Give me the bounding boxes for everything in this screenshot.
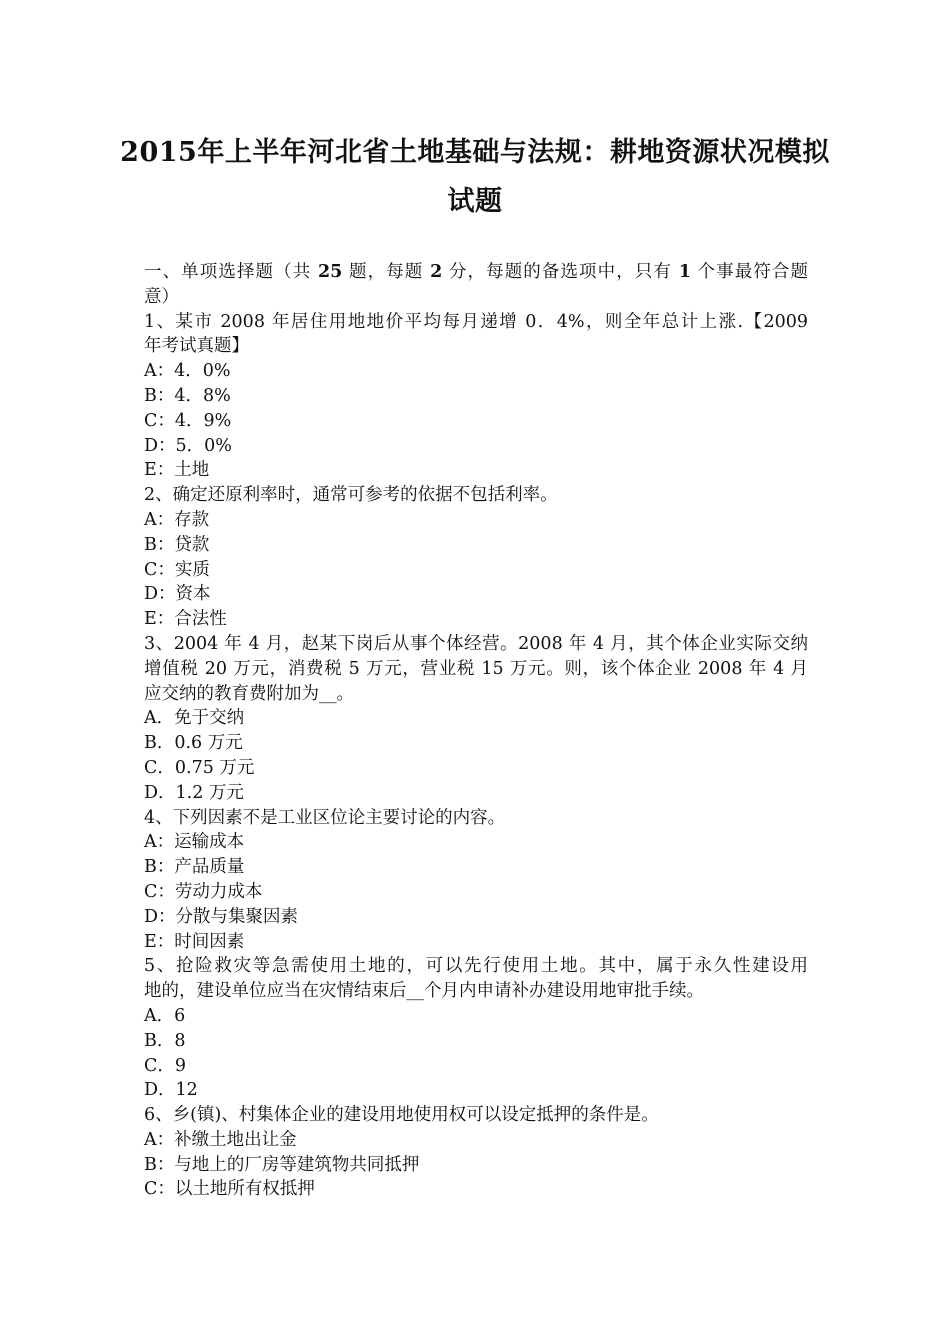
answer-option: C：以土地所有权抵押 [144,1179,315,1200]
answer-option: C．0.75 万元 [144,757,255,778]
answer-option: D：资本 [144,584,211,605]
answer-option: D．12 [144,1080,198,1101]
answer-option: E：土地 [144,460,210,481]
answer-option: B：产品质量 [144,857,245,878]
answer-option: C：4．9% [144,410,232,431]
question-stem-line: 3、2004 年 4 月，赵某下岗后从事个体经营。2008 年 4 月，其个体企业实际交纳 [144,633,808,654]
question-stem-line: 5、抢险救灾等急需使用土地的，可以先行使用土地。其中，属于永久性建设用 [144,956,808,977]
answer-option: A：运输成本 [144,832,245,853]
answer-option: C：实质 [144,559,210,580]
answer-option: A．6 [144,1005,186,1026]
answer-option: B：与地上的厂房等建筑物共同抵押 [144,1154,420,1175]
answer-option: D．1.2 万元 [144,782,244,803]
points-per-question: 2 [430,262,443,282]
question-stem-line: 增值税 20 万元，消费税 5 万元，营业税 15 万元。则，该个体企业 2008 年 4 月 [144,658,808,679]
question-stem-line: 应交纳的教育费附加为__。 [144,683,354,704]
question-stem-line: 年考试真题】 [144,336,249,357]
question-stem-line: 地的，建设单位应当在灾情结束后__个月内申请补办建设用地审批手续。 [144,981,704,1002]
question-stem-line: 1、某市 2008 年居住用地地价平均每月递增 0．4%，则全年总计上涨.【2009 [144,311,808,332]
question-list [144,310,808,1203]
answer-option: E：时间因素 [144,931,245,952]
question-item [144,632,808,806]
answer-option: C．9 [144,1055,187,1076]
document-body [144,260,808,1202]
document-title [100,128,850,226]
answer-option: B：贷款 [144,534,210,555]
title-line-1: 2015年上半年河北省土地基础与法规：耕地资源状况模拟 [120,137,830,168]
answer-option: C：劳动力成本 [144,881,263,902]
answer-option: A．免于交纳 [144,708,245,729]
question-stem-line: 6、乡(镇)、村集体企业的建设用地使用权可以设定抵押的条件是。 [144,1105,659,1126]
question-item [144,310,808,484]
answer-option: D：5．0% [144,435,232,456]
answer-option: D：分散与集聚因素 [144,906,299,927]
answer-option: A：4．0% [144,361,231,382]
answer-option: A：补缴土地出让金 [144,1129,297,1150]
answer-option: A：存款 [144,509,210,530]
answer-option: B．8 [144,1030,186,1051]
question-item [144,806,808,955]
answer-option: E：合法性 [144,609,227,630]
question-item [144,483,808,632]
question-item [144,1103,808,1202]
question-stem-line: 2、确定还原利率时，通常可参考的依据不包括利率。 [144,485,558,506]
section-heading: 一、单项选择题（共 25 题，每题 2 分，每题的备选项中，只有 1 个事最符合题 [144,262,808,282]
answer-option: B．0.6 万元 [144,733,243,754]
question-count: 25 [318,262,343,282]
answer-option: B：4．8% [144,385,231,406]
title-line-2: 试题 [447,186,503,217]
question-item [144,954,808,1103]
section-heading-cont: 意） [144,286,179,307]
correct-count: 1 [678,262,691,282]
question-stem-line: 4、下列因素不是工业区位论主要讨论的内容。 [144,807,506,828]
